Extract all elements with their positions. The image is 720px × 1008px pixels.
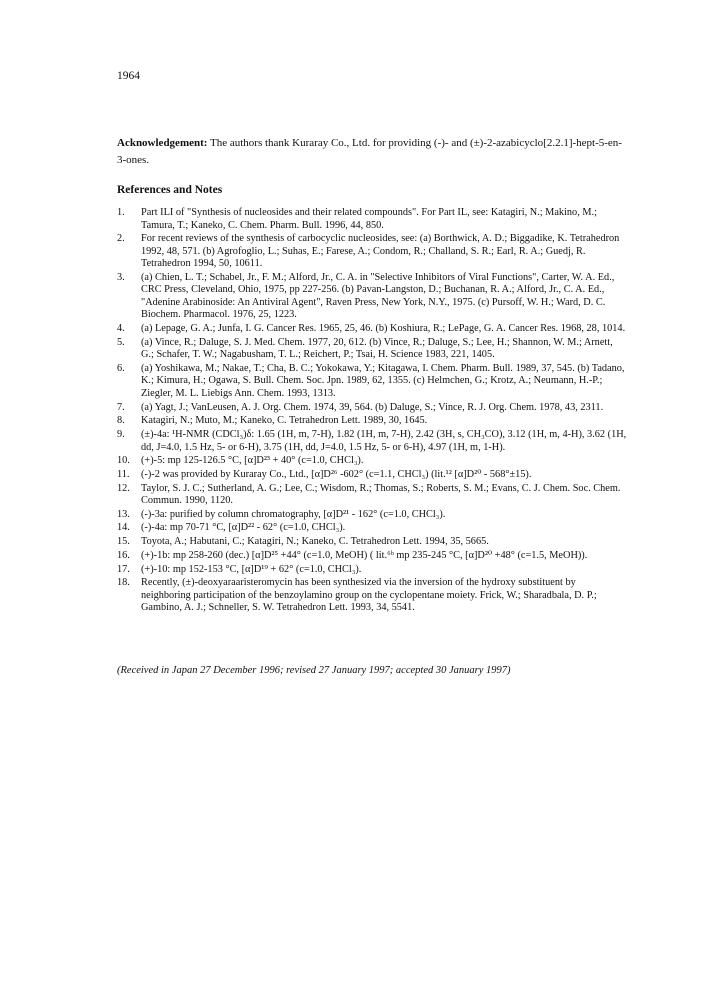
references-heading: References and Notes — [117, 184, 223, 196]
reference-text: (+)-1b: mp 258-260 (dec.) [α]D²⁵ +44° (c=1.0, MeOH) ( lit.⁶ᵇ mp 235-245 °C, [α]D²⁰ +48° (c=1.5, MeOH)). — [141, 549, 588, 561]
reference-number: 14. — [117, 522, 130, 534]
reference-number: 11. — [117, 468, 130, 480]
reference-item — [117, 509, 627, 522]
reference-item — [117, 415, 627, 428]
page-number: 1964 — [117, 70, 140, 82]
reference-text: (a) Lepage, G. A.; Junfa, I. G. Cancer Res. 1965, 25, 46. (b) Koshiura, R.; LePage, G. A. Cancer Res. 1968, 28, 1014. — [141, 323, 626, 335]
reference-item — [117, 522, 627, 535]
reference-text: (+)-10: mp 152-153 °C, [α]D¹⁹ + 62° (c=1.0, CHCl₃). — [141, 563, 362, 575]
reference-number: 7. — [117, 401, 125, 413]
reference-text: (a) Vince, R.; Daluge, S. J. Med. Chem. 1977, 20, 612. (b) Vince, R.; Daluge, S.; Lee, H.; Shannon, W. M.; Arnett, G.; Schafer, T. W.; Nagabusham, T. L.; Reichert, P.; Tsai, H. Science 1983, 221, 1405. — [141, 336, 613, 361]
reference-number: 15. — [117, 536, 130, 548]
reference-item — [117, 536, 627, 549]
reference-text: (a) Yoshikawa, M.; Nakae, T.; Cha, B. C.; Yokokawa, Y.; Kitagawa, I. Chem. Pharm. Bull. 1989, 37, 545. (b) Tadano, K.; Kimura, H.; Ogawa, S. Bull. Chem. Soc. Jpn. 1989, 62, 1355. (c) Helmchen, G.; Krotz, A.; Neumann, H.-P.; Ziegler, M. L. Liebigs Ann. Chem. 1993, 1313. — [141, 362, 625, 399]
reference-text: (+)-5: mp 125-126.5 °C, [α]D²³ + 40° (c=1.0, CHCl₃). — [141, 455, 364, 467]
reference-number: 8. — [117, 415, 125, 427]
reference-number: 6. — [117, 362, 125, 374]
reference-text: For recent reviews of the synthesis of carbocyclic nucleosides, see: (a) Borthwick, A. D.; Biggadike, K. Tetrahedron 1992, 48, 571. (b) Agrofoglio, L.; Suhas, E.; Farese, A.; Condom, R.; Challand, S. R.; Earl, R. A.; Guedj, R. Tetrahedron 1994, 50, 10611. — [141, 233, 620, 270]
received-dates: (Received in Japan 27 December 1996; revised 27 January 1997; accepted 30 January 1997) — [117, 665, 511, 676]
reference-item — [117, 207, 627, 232]
reference-number: 17. — [117, 563, 130, 575]
reference-item — [117, 402, 627, 415]
reference-text: (a) Chien, L. T.; Schabel, Jr., F. M.; Alford, Jr., C. A. in "Selective Inhibitors of Viral Functions", Carter, W. A. Ed., CRC Press, Cleveland, Ohio, 1975, pp 227-256. (b) Pavan-Langston, D.; Buchanan, R. A.; Alford, Jr., C. A. Ed., "Adenine Arabinoside: An Antiviral Agent", Raven Press, New York, N.Y., 1975. (c) Pursoff, W. H.; Ward, D. C. Biochem. Pharmacol. 1976, 25, 1223. — [141, 271, 615, 321]
reference-text: (-)-3a: purified by column chromatography, [α]D²¹ - 162° (c=1.0, CHCl₃). — [141, 508, 446, 520]
reference-item — [117, 363, 627, 401]
reference-item — [117, 323, 627, 336]
reference-item — [117, 233, 627, 271]
reference-item — [117, 550, 627, 563]
reference-number: 5. — [117, 336, 125, 348]
reference-text: Toyota, A.; Habutani, C.; Katagiri, N.; Kaneko, C. Tetrahedron Lett. 1994, 35, 5665. — [141, 536, 489, 548]
reference-number: 10. — [117, 455, 130, 467]
reference-item — [117, 577, 627, 615]
reference-text: Taylor, S. J. C.; Sutherland, A. G.; Lee, C.; Wisdom, R.; Thomas, S.; Roberts, S. M.; Evans, C. J. Chem. Soc. Chem. Commun. 1990, 1120. — [141, 482, 621, 507]
reference-number: 13. — [117, 508, 130, 520]
acknowledgement-text: The authors thank Kuraray Co., Ltd. for providing (-)- and (±)-2-azabicyclo[2.2.1]-hept-5-en-3-ones. — [117, 137, 622, 166]
reference-text: (-)-2 was provided by Kuraray Co., Ltd., [α]D²⁶ -602° (c=1.1, CHCl₃) (lit.¹² [α]D²⁰ - 568°±15). — [141, 468, 532, 480]
reference-text: (±)-4a: ¹H-NMR (CDCl₃)δ: 1.65 (1H, m, 7-H), 1.82 (1H, m, 7-H), 2.42 (3H, s, CH₃CO), 3.12 (1H, m, 4-H), 3.62 (1H, dd, J=4.0, 1.5 Hz, 5- or 6-H), 3.75 (1H, dd, J=4.0, 1.5 Hz, 5- or 6-H), 4.97 (1H, m, 1-H). — [141, 429, 627, 453]
reference-number: 1. — [117, 207, 125, 218]
reference-text: (-)-4a: mp 70-71 °C, [α]D²² - 62° (c=1.0, CHCl₃). — [141, 522, 346, 534]
references-list — [117, 207, 627, 616]
acknowledgement-label: Acknowledgement: — [117, 137, 208, 149]
reference-item — [117, 337, 627, 362]
reference-number: 16. — [117, 549, 130, 561]
reference-item — [117, 564, 627, 577]
reference-item — [117, 469, 627, 482]
reference-item — [117, 455, 627, 468]
reference-number: 9. — [117, 429, 125, 440]
reference-text: Katagiri, N.; Muto, M.; Kaneko, C. Tetrahedron Lett. 1989, 30, 1645. — [141, 415, 428, 427]
reference-number: 2. — [117, 233, 125, 245]
reference-item — [117, 483, 627, 508]
reference-item — [117, 429, 627, 454]
reference-number: 3. — [117, 271, 125, 283]
reference-number: 12. — [117, 482, 130, 494]
reference-text: Recently, (±)-deoxyaraaristeromycin has been synthesized via the inversion of the hydroxy substituent by neighboring participation of the benzoylamino group on the cyclopentane moiety. Frick, W.; Sharadbala, D. P.; Gambino, A. J.; Schneller, S. W. Tetrahedron Lett. 1993, 34, 5541. — [141, 577, 597, 614]
reference-number: 18. — [117, 577, 130, 589]
reference-text: Part ILI of "Synthesis of nucleosides and their related compounds". For Part IL, see: Katagiri, N.; Makino, M.; Tamura, T.; Kaneko, C. Chem. Pharm. Bull. 1996, 44, 850. — [141, 207, 597, 231]
reference-item — [117, 272, 627, 322]
reference-number: 4. — [117, 323, 125, 335]
reference-text: (a) Yagt, J.; VanLeusen, A. J. Org. Chem. 1974, 39, 564. (b) Daluge, S.; Vince, R. J. Org. Chem. 1978, 43, 2311. — [141, 401, 604, 413]
acknowledgement — [117, 135, 622, 169]
